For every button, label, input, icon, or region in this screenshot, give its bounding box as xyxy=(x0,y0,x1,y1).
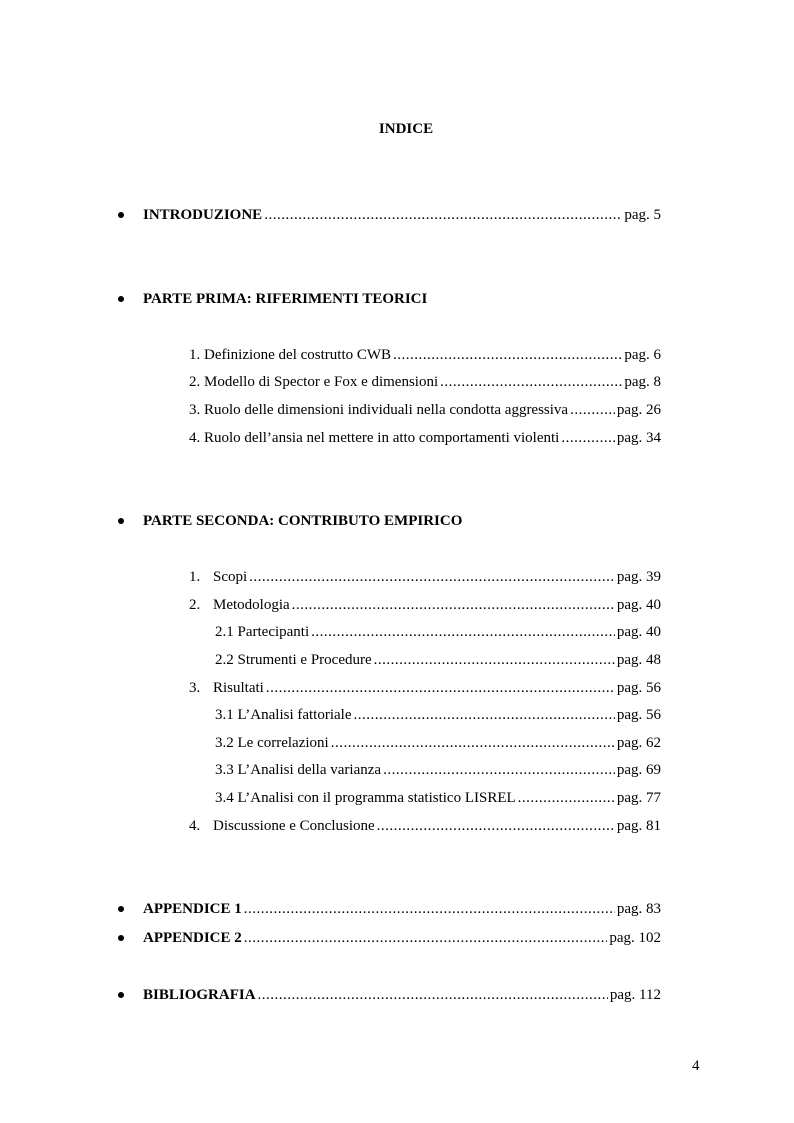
dot-leader xyxy=(264,205,622,225)
toc-label: Discussione e Conclusione xyxy=(213,818,375,834)
toc-page: pag. 69 xyxy=(616,762,661,778)
bullet-icon xyxy=(118,906,124,912)
dot-leader xyxy=(244,899,615,919)
toc-label: 3.2 Le correlazioni xyxy=(215,735,329,751)
toc-label: Scopi xyxy=(213,569,248,585)
toc-entry-appendice-1[interactable] xyxy=(143,899,661,919)
toc-entry[interactable] xyxy=(215,733,661,753)
toc-page: pag. 81 xyxy=(616,818,661,834)
page-number: 4 xyxy=(692,1058,700,1074)
toc-page: pag. 6 xyxy=(624,347,661,363)
page-title: INDICE xyxy=(378,121,434,137)
toc-page: pag. 102 xyxy=(609,930,661,946)
toc-label: 2.1 Partecipanti xyxy=(215,624,310,640)
dot-leader xyxy=(561,428,615,448)
toc-entry[interactable] xyxy=(215,622,661,642)
toc-entry[interactable] xyxy=(215,788,661,808)
toc-entry[interactable] xyxy=(189,428,661,448)
dot-leader xyxy=(249,567,615,587)
dot-leader xyxy=(331,733,615,753)
toc-page: pag. 26 xyxy=(616,402,661,418)
dot-leader xyxy=(570,400,615,420)
toc-label: 4. Ruolo dell’ansia nel mettere in atto comportamenti violenti xyxy=(189,430,560,446)
toc-entry-bibliografia[interactable] xyxy=(143,985,661,1005)
dot-leader xyxy=(518,788,615,808)
bullet-icon xyxy=(118,212,124,218)
dot-leader xyxy=(374,650,615,670)
toc-label: APPENDICE 1 xyxy=(143,901,242,917)
dot-leader xyxy=(311,622,615,642)
toc-label: Risultati xyxy=(213,680,264,696)
toc-entry[interactable] xyxy=(189,595,661,615)
dot-leader xyxy=(292,595,615,615)
section-heading-parte-seconda: PARTE SECONDA: CONTRIBUTO EMPIRICO xyxy=(143,513,463,529)
toc-label: 3.1 L’Analisi fattoriale xyxy=(215,707,352,723)
toc-label: 3. Ruolo delle dimensioni individuali nella condotta aggressiva xyxy=(189,402,569,418)
dot-leader xyxy=(440,372,622,392)
toc-page: pag. 56 xyxy=(616,680,661,696)
toc-entry[interactable] xyxy=(189,372,661,392)
toc-entry-introduzione[interactable] xyxy=(143,205,661,225)
bullet-icon xyxy=(118,935,124,941)
dot-leader xyxy=(354,705,615,725)
toc-entry[interactable] xyxy=(215,705,661,725)
bullet-icon xyxy=(118,518,124,524)
toc-label: 3.4 L’Analisi con il programma statistico LISREL xyxy=(215,790,516,806)
toc-page: pag. 62 xyxy=(616,735,661,751)
dot-leader xyxy=(244,928,608,948)
toc-page: pag. 5 xyxy=(624,207,661,223)
dot-leader xyxy=(383,760,615,780)
dot-leader xyxy=(258,985,608,1005)
toc-label: 2.2 Strumenti e Procedure xyxy=(215,652,372,668)
toc-page: pag. 40 xyxy=(616,624,661,640)
toc-label: 2. Modello di Spector e Fox e dimensioni xyxy=(189,374,439,390)
toc-page: pag. 39 xyxy=(616,569,661,585)
toc-number: 1. xyxy=(189,569,201,585)
toc-number: 2. xyxy=(189,597,201,613)
toc-page: pag. 56 xyxy=(616,707,661,723)
toc-label: Metodologia xyxy=(213,597,290,613)
toc-page: pag. 77 xyxy=(616,790,661,806)
toc-entry[interactable] xyxy=(189,816,661,836)
toc-page: pag. 48 xyxy=(616,652,661,668)
toc-page: pag. 40 xyxy=(616,597,661,613)
toc-entry[interactable] xyxy=(215,650,661,670)
toc-page: pag. 8 xyxy=(624,374,661,390)
toc-entry[interactable] xyxy=(189,678,661,698)
toc-page: pag. 112 xyxy=(609,987,661,1003)
toc-entry[interactable] xyxy=(189,345,661,365)
section-heading-parte-prima: PARTE PRIMA: RIFERIMENTI TEORICI xyxy=(143,291,428,307)
toc-number: 3. xyxy=(189,680,201,696)
toc-page: pag. 83 xyxy=(616,901,661,917)
bullet-icon xyxy=(118,296,124,302)
toc-label: 1. Definizione del costrutto CWB xyxy=(189,347,392,363)
toc-entry[interactable] xyxy=(215,760,661,780)
toc-label: 3.3 L’Analisi della varianza xyxy=(215,762,382,778)
toc-page: pag. 34 xyxy=(616,430,661,446)
toc-number: 4. xyxy=(189,818,201,834)
toc-entry[interactable] xyxy=(189,400,661,420)
toc-entry-appendice-2[interactable] xyxy=(143,928,661,948)
dot-leader xyxy=(393,345,622,365)
toc-label: APPENDICE 2 xyxy=(143,930,242,946)
toc-label: BIBLIOGRAFIA xyxy=(143,987,256,1003)
dot-leader xyxy=(266,678,615,698)
dot-leader xyxy=(377,816,615,836)
toc-label: INTRODUZIONE xyxy=(143,207,263,223)
bullet-icon xyxy=(118,992,124,998)
toc-entry[interactable] xyxy=(189,567,661,587)
